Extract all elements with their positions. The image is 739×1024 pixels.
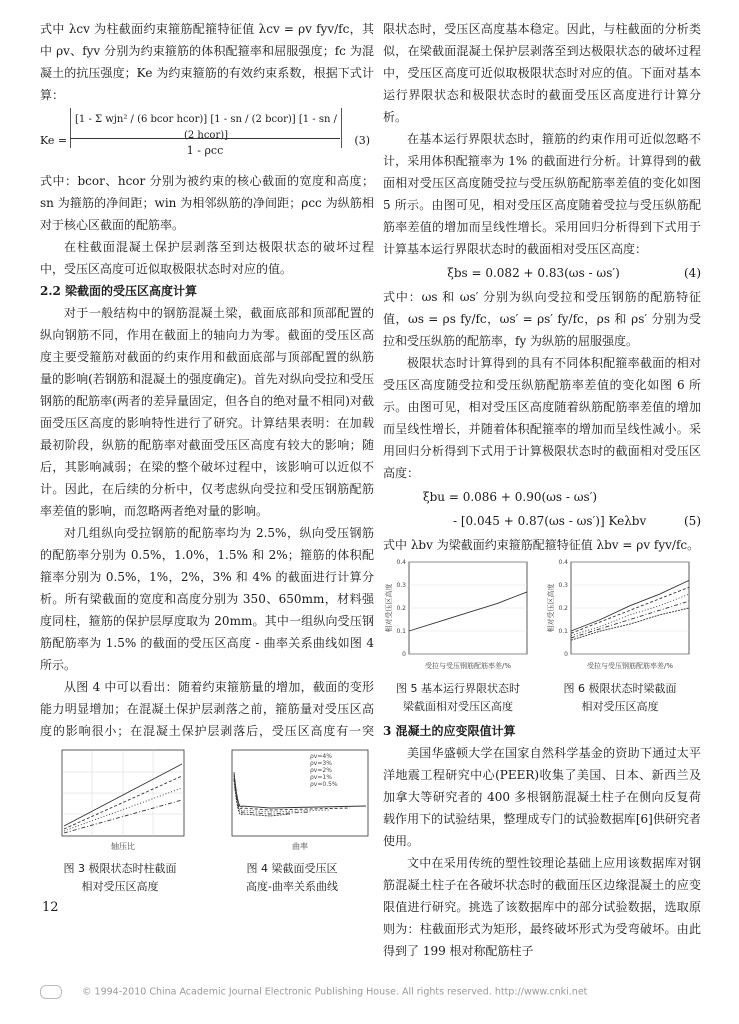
paragraph: 式中：ωs 和 ωs′ 分别为纵向受拉和受压钢筋的配筋特征值，ωs = ρs fy/fc，ωs′ = ρs′ fy/fc，ρs 和 ρs′ 分别为受拉和受压纵筋的配筋率，fy 为纵筋的屈服强度。 [383, 290, 701, 348]
fig3-xlabel: 轴压比 [111, 842, 135, 851]
y-tick-label: 0.3 [558, 582, 568, 589]
y-tick-label: 0.1 [396, 628, 406, 635]
paragraph: 限状态时，受压区高度基本稳定。因此，与柱截面的分析类似，在梁截面混凝土保护层剥落至到达极限状态的破坏过程中，受压区高度可近似取极限状态时对应的值。下面对基本运行界限状态和极限状态时的截面受压区高度进行计算分析。 [383, 22, 701, 124]
figure-4 [210, 742, 374, 854]
series-line [571, 601, 689, 638]
y-tick-label: 0.4 [558, 559, 568, 566]
equation-5-line-1 [383, 486, 701, 508]
paragraph: 对几组纵向受拉钢筋的配筋率均为 2.5%，纵向受压钢筋的配筋率分别为 0.5%，1.0%，1.5% 和 2%；箍筋的体积配箍率分别为 0.5%，1%，2%，3% 和 4% 的截面进行计算分析。所有梁截面的宽度和高度分别为 350、650mm，材料强度同柱，箍筋的保护层厚度取为 20mm。其中一组纵向受压钢筋配筋率为 1.5% 的截面的受压区高度 - 曲率关系曲线如图 4 所示。 [40, 526, 374, 672]
equation-label: Ke = [40, 134, 68, 147]
equation-3 [40, 106, 374, 170]
left-column [40, 18, 374, 900]
right-column [383, 18, 701, 962]
paragraph: 式中 λcv 为柱截面约束箍筋配箍特征值 λcv = ρv fyv/fc，其中 ρv、fyv 分别为约束箍筋的体积配箍率和屈服强度；fc 为混凝土的抗压强度；Ke 为约束箍筋的有效约束系数，根据下式计算： [40, 22, 374, 102]
paragraph: 式中：bcor、hcor 分别为被约束的核心截面的宽度和高度；sn 为箍筋的净间距；win 为相邻纵筋的净间距；ρcc 为纵筋相对于核心区截面的配筋率。 [40, 174, 374, 232]
caption-line: 高度-曲率关系曲线 [246, 880, 338, 893]
legend-entry: ρv=2% [310, 767, 332, 774]
paragraph: 美国华盛顿大学在国家自然科学基金的资助下通过太平洋地震工程研究中心(PEER)收集了美国、日本、新西兰及加拿大等研究者的 400 多根钢筋混凝土柱子在侧向反复荷载作用下的试验结果，整理成专门的试验数据库[6]供研究者使用。 [383, 746, 701, 848]
fig4-curves [234, 772, 366, 816]
equation-denominator: 1 - ρcc [186, 144, 224, 157]
figure-3-caption [40, 860, 200, 896]
equation-number: (3) [354, 134, 370, 147]
section-heading: 2.2 梁截面的受压区高度计算 [40, 284, 198, 298]
figure-5 [383, 556, 533, 678]
caption-line: 图 3 极限状态时柱截面 [63, 862, 177, 875]
equation-5-line-2 [383, 510, 701, 532]
equation-body: ξbs = 0.082 + 0.83(ωs - ωs′) [447, 266, 620, 280]
series-line [409, 592, 527, 631]
figure-4-plot [210, 742, 374, 854]
legend-entry: ρv=1% [310, 774, 332, 781]
gridlines [62, 750, 184, 836]
caption-line: 相对受压区高度 [81, 880, 159, 893]
caption-line: 梁截面相对受压区高度 [403, 700, 513, 713]
fig4-legend [310, 753, 338, 788]
section-heading: 3 混凝土的应变限值计算 [383, 724, 516, 738]
y-tick-label: 0.1 [558, 628, 568, 635]
page-number: 12 [42, 900, 59, 915]
figure-6-plot [545, 556, 695, 678]
footer [40, 985, 700, 999]
footer-text: © 1994-2010 China Academic Journal Electronic Publishing House. All rights reserved. http://www.cnki.net [82, 986, 588, 998]
figure-row-3-4 [40, 742, 374, 860]
y-tick-label: 0.4 [396, 559, 406, 566]
caption-line: 图 5 基本运行界限状态时 [396, 682, 520, 695]
y-tick-label: 0.2 [396, 605, 406, 612]
captions-5-6 [383, 680, 701, 720]
figure-6-caption [545, 680, 695, 716]
paragraph: 式中 λbv 为梁截面约束箍筋配箍特征值 λbv = ρv fyv/fc。 [383, 538, 700, 552]
equation-numerator: [1 - Σ wjn² / (6 bcor hcor)] [1 - sn / (2 bcor)] [1 - sn / (2 hcor)] [70, 108, 342, 148]
y-tick-label: 0.3 [396, 582, 406, 589]
equation-body: - [0.045 + 0.87(ωs - ωs′)] Keλbv [453, 514, 647, 528]
y-axis-label: 相对受压区高度 [385, 583, 393, 633]
cnki-logo-icon [40, 985, 62, 999]
paragraph: 从图 4 中可以看出：随着约束箍筋量的增加，截面的变形能力明显增加；在混凝土保护层剥落之前，箍筋量对受压区高度的影响很小；在混凝土保护层剥落后，受压区高度有一突 [40, 680, 374, 738]
series-line [571, 587, 689, 633]
caption-line: 图 6 极限状态时梁截面 [563, 682, 677, 695]
equation-number: (5) [684, 514, 701, 528]
caption-line: 图 4 梁截面受压区 [246, 862, 338, 875]
paragraph: 在基本运行界限状态时，箍筋的约束作用可近似忽略不计，采用体积配箍率为 1% 的截面进行分析。计算得到的截面相对受压区高度随受拉与受压纵筋配筋率差值的变化如图 5 所示。由图可见，相对受压区高度随着受拉与受压纵筋配筋率差值的增加而呈线性增长。采用回归分析得到下式用于计算基本运行界限状态时的截面相对受压区高度： [383, 132, 701, 256]
figure-6 [545, 556, 695, 678]
legend-entry: ρv=3% [310, 760, 332, 767]
y-tick-label: 0.2 [558, 605, 568, 612]
figure-3 [40, 742, 190, 854]
equation-body: ξbu = 0.086 + 0.90(ωs - ωs′) [423, 490, 598, 504]
equation-fraction [70, 106, 340, 170]
caption-line: 相对受压区高度 [581, 700, 659, 713]
figure-5-plot [383, 556, 533, 678]
paragraph: 对于一般结构中的钢筋混凝土梁，截面底部和顶部配置的纵向钢筋不同，作用在截面上的轴向力为零。截面的受压区高度主要受箍筋对截面的约束作用和截面底部与顶部配置的纵筋量的影响(若钢筋和混凝土的强度确定)。首先对纵向受拉和受压钢筋的配筋率(两者的差异量固定，但各自的绝对量不相同)对截面受压区高度的影响特性进行了研究。计算结果表明：在加载最初阶段，纵筋的配筋率对截面受压区高度有较大的影响；随后，其影响减弱；在梁的整个破坏过程中，该影响可以近似不计。因此，在后续的分析中，仅考虑纵向受拉和受压钢筋配筋率差值的影响，而忽略两者绝对量的影响。 [40, 306, 374, 518]
legend-entry: ρv=4% [310, 753, 332, 760]
paragraph: 文中在采用传统的塑性铰理论基础上应用该数据库对钢筋混凝土柱子在各破坏状态时的截面压区边缘混凝土的应变限值进行研究。挑选了该数据库中的部分试验数据，选取原则为：柱截面形式为矩形，最终破坏形式为受弯破坏。由此得到了 199 根对称配筋柱子 [383, 856, 701, 958]
x-axis-label: 受拉与受压钢筋配筋率差/% [424, 662, 512, 670]
equation-number: (4) [684, 266, 701, 280]
series-line [571, 594, 689, 635]
paragraph: 在柱截面混凝土保护层剥落至到达极限状态的破坏过程中，受压区高度可近似取极限状态时对应的值。 [40, 240, 374, 276]
series-line [571, 580, 689, 631]
fig4-xlabel: 曲率 [292, 842, 308, 851]
figure-3-plot [40, 742, 190, 854]
figure-5-caption [383, 680, 533, 716]
paragraph: 极限状态时计算得到的具有不同体积配箍率截面的相对受压区高度随受拉和受压纵筋配筋率差值的变化如图 6 所示。由图可见，相对受压区高度随着纵筋配筋率差值的增加而呈线性增长，并随着体积配箍率的增加而呈线性减小。采用回归分析得到下式用于计算极限状态时的截面相对受压区高度： [383, 356, 701, 480]
plot-frame [232, 750, 368, 836]
figure-4-caption [210, 860, 374, 896]
y-tick-label: 0 [402, 651, 406, 658]
fraction-bar [70, 138, 340, 139]
equation-4 [383, 262, 701, 284]
y-tick-label: 0 [564, 651, 568, 658]
figure-row-5-6 [383, 556, 701, 680]
x-axis-label: 受拉与受压钢筋配筋率差/% [586, 662, 674, 670]
legend-entry: ρv=0.5% [310, 781, 338, 788]
y-axis-label: 相对受压区高度 [547, 583, 555, 633]
captions-3-4 [40, 860, 374, 900]
